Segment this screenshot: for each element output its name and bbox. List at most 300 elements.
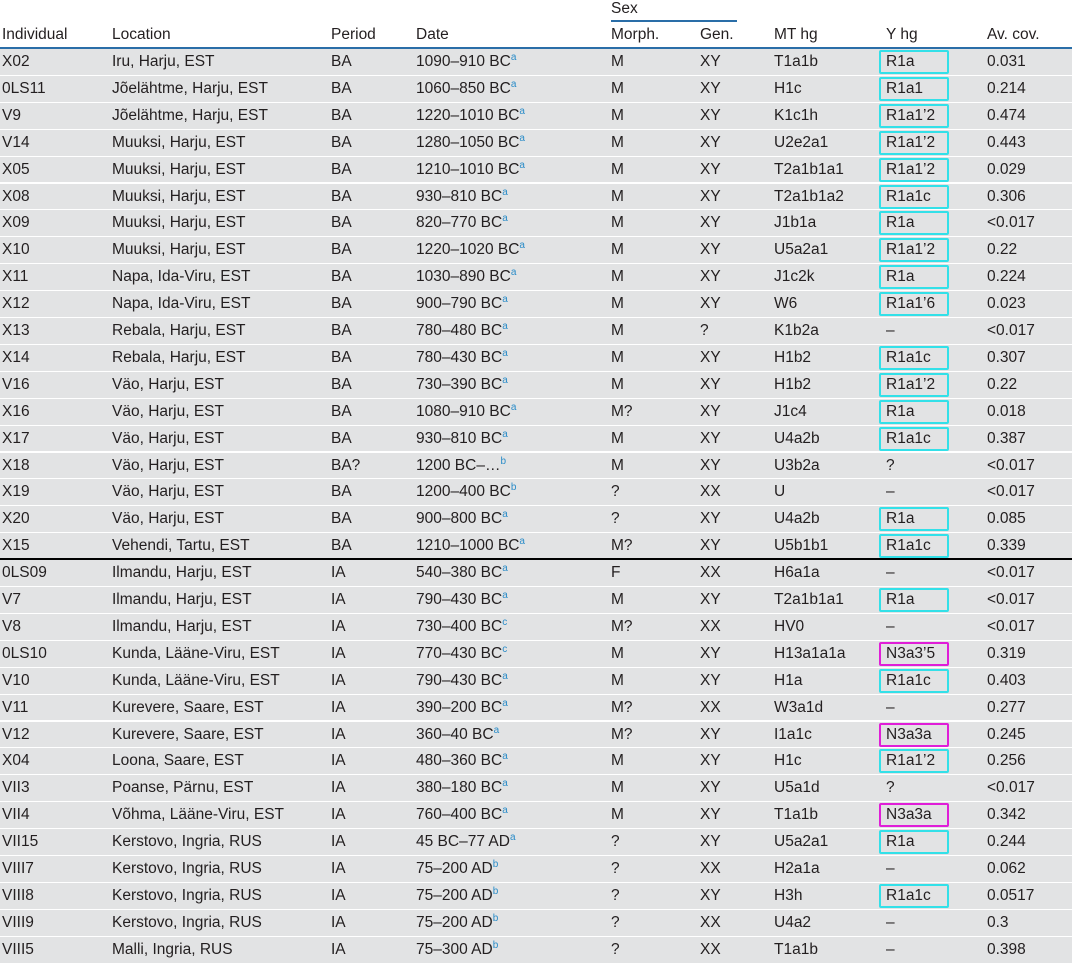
cell-mt-hg: W6 bbox=[774, 295, 798, 313]
cell-date-text: 1280–1050 BC bbox=[416, 133, 520, 151]
cell-location: Vehendi, Tartu, EST bbox=[112, 537, 250, 555]
cell-location: Rebala, Harju, EST bbox=[112, 322, 246, 339]
cell-mt-hg: J1c2k bbox=[774, 268, 815, 286]
cell-morph: M bbox=[611, 214, 624, 232]
cell-date bbox=[416, 591, 508, 609]
cell-y-hg: R1a1’6 bbox=[886, 295, 936, 313]
cell-morph: M bbox=[611, 106, 624, 124]
cell-individual: V8 bbox=[2, 617, 21, 635]
cell-individual: 0LS10 bbox=[2, 644, 47, 662]
cell-date bbox=[416, 188, 508, 206]
cell-individual: 0LS11 bbox=[2, 79, 46, 97]
footnote-marker: a bbox=[502, 590, 508, 601]
cell-period: BA bbox=[331, 160, 352, 178]
header-y-hg: Y hg bbox=[886, 26, 918, 43]
cell-morph: M bbox=[611, 779, 624, 797]
cell-av-cov: 0.214 bbox=[987, 79, 1026, 97]
cell-date-text: 45 BC–77 AD bbox=[416, 833, 510, 851]
cell-gen: XY bbox=[700, 644, 721, 662]
footnote-marker: a bbox=[510, 52, 517, 63]
cell-av-cov: 0.398 bbox=[987, 940, 1026, 958]
table-row bbox=[0, 722, 1072, 748]
cell-av-cov: 0.3 bbox=[987, 913, 1009, 931]
cell-av-cov: 0.474 bbox=[987, 106, 1026, 124]
header-morph: Morph. bbox=[611, 26, 660, 43]
cell-location: Võhma, Lääne-Viru, EST bbox=[112, 806, 285, 824]
cell-av-cov: 0.22 bbox=[987, 241, 1018, 259]
cell-date-text: 820–770 BC bbox=[416, 214, 503, 232]
cell-y-hg: ? bbox=[886, 779, 895, 797]
cell-individual: X04 bbox=[2, 752, 30, 770]
table-row bbox=[0, 157, 1072, 183]
cell-mt-hg: U5a2a1 bbox=[774, 833, 829, 851]
cell-date bbox=[416, 349, 508, 367]
cell-period: BA bbox=[331, 348, 352, 366]
cell-period: BA bbox=[331, 268, 352, 286]
cell-location: Ilmandu, Harju, EST bbox=[112, 617, 252, 635]
header-row bbox=[0, 26, 1072, 46]
cell-individual: 0LS09 bbox=[2, 564, 47, 582]
cell-gen: XY bbox=[700, 752, 721, 770]
cell-date bbox=[416, 510, 508, 528]
cell-morph: M? bbox=[611, 698, 633, 716]
cell-individual: X16 bbox=[2, 402, 30, 420]
cell-individual: V11 bbox=[2, 698, 29, 716]
cell-date bbox=[416, 726, 499, 744]
table-row bbox=[0, 76, 1072, 102]
cell-morph: M bbox=[611, 322, 624, 339]
cell-y-hg: R1a1c bbox=[886, 537, 931, 555]
cell-av-cov: <0.017 bbox=[987, 779, 1035, 797]
cell-morph: ? bbox=[611, 913, 620, 931]
cell-date bbox=[416, 887, 498, 905]
table-row bbox=[0, 453, 1072, 479]
cell-mt-hg: H1c bbox=[774, 752, 802, 770]
cell-date-text: 730–400 BC bbox=[416, 617, 503, 635]
header-mt-hg: MT hg bbox=[774, 26, 818, 43]
cell-date-text: 1090–910 BC bbox=[416, 53, 511, 70]
cell-mt-hg: U4a2b bbox=[774, 429, 820, 447]
footnote-marker: a bbox=[519, 536, 525, 548]
cell-morph: M bbox=[611, 79, 624, 97]
table-row bbox=[0, 184, 1072, 210]
footnote-marker: a bbox=[509, 832, 516, 844]
cell-gen: XY bbox=[700, 671, 721, 689]
cell-y-hg: R1a1c bbox=[886, 429, 931, 447]
cell-av-cov: 0.443 bbox=[987, 133, 1026, 151]
cell-location: Ilmandu, Harju, EST bbox=[112, 591, 252, 608]
cell-y-hg: N3a3a bbox=[886, 806, 932, 824]
cell-mt-hg: U5a1d bbox=[774, 779, 820, 797]
cell-individual: V16 bbox=[2, 375, 30, 393]
footnote-marker: a bbox=[493, 724, 500, 736]
cell-location: Muuksi, Harju, EST bbox=[112, 214, 246, 232]
cell-date-text: 1210–1000 BC bbox=[416, 537, 520, 555]
footnote-marker: b bbox=[492, 939, 499, 951]
cell-individual: X17 bbox=[2, 429, 30, 447]
cell-location: Kerstovo, Ingria, RUS bbox=[112, 833, 262, 851]
table-row bbox=[0, 614, 1072, 640]
cell-individual: V12 bbox=[2, 725, 30, 743]
cell-mt-hg: U5b1b1 bbox=[774, 537, 829, 555]
table-row bbox=[0, 399, 1072, 425]
cell-individual: X19 bbox=[2, 483, 30, 501]
cell-mt-hg: H1b2 bbox=[774, 348, 812, 366]
header-sex-group: Sex bbox=[611, 0, 638, 17]
header-gen: Gen. bbox=[700, 26, 734, 43]
cell-date-text: 790–430 BC bbox=[416, 591, 503, 608]
cell-y-hg: R1a bbox=[886, 268, 915, 286]
cell-location: Kurevere, Saare, EST bbox=[112, 725, 264, 743]
cell-date bbox=[416, 645, 507, 663]
table-row bbox=[0, 748, 1072, 774]
cell-period: IA bbox=[331, 913, 346, 931]
cell-individual: VII3 bbox=[2, 779, 30, 797]
table-row bbox=[0, 802, 1072, 828]
footnote-marker: a bbox=[502, 428, 508, 440]
table-row bbox=[0, 372, 1072, 398]
cell-gen: XY bbox=[700, 456, 721, 474]
cell-date-text: 1210–1010 BC bbox=[416, 160, 520, 178]
cell-date bbox=[416, 860, 498, 878]
cell-date bbox=[416, 53, 516, 71]
cell-mt-hg: U2e2a1 bbox=[774, 133, 829, 151]
cell-location: Napa, Ida-Viru, EST bbox=[112, 268, 251, 286]
cell-av-cov: <0.017 bbox=[987, 617, 1035, 635]
table-row bbox=[0, 103, 1072, 129]
cell-mt-hg: T1a1b bbox=[774, 806, 818, 824]
table-row bbox=[0, 210, 1072, 236]
table-row bbox=[0, 291, 1072, 317]
cell-y-hg: R1a1c bbox=[886, 671, 931, 689]
cell-av-cov: 0.256 bbox=[987, 752, 1026, 770]
cell-mt-hg: K1b2a bbox=[774, 322, 819, 339]
cell-morph: M bbox=[611, 644, 624, 662]
cell-date bbox=[416, 833, 516, 851]
header-date: Date bbox=[416, 26, 449, 43]
table-row bbox=[0, 587, 1072, 613]
cell-period: BA bbox=[331, 429, 352, 447]
cell-date bbox=[416, 564, 508, 582]
cell-mt-hg: H6a1a bbox=[774, 564, 820, 582]
cell-individual: VIII8 bbox=[2, 886, 34, 904]
cell-mt-hg: U4a2b bbox=[774, 510, 820, 528]
footnote-marker: a bbox=[519, 132, 525, 144]
cell-av-cov: 0.339 bbox=[987, 537, 1026, 555]
cell-date bbox=[416, 699, 508, 717]
cell-individual: V7 bbox=[2, 591, 21, 608]
cell-y-hg: R1a1’2 bbox=[886, 160, 936, 178]
cell-morph: M bbox=[611, 375, 624, 393]
cell-period: IA bbox=[331, 779, 346, 797]
cell-y-hg: – bbox=[886, 860, 895, 877]
header-sex-rule bbox=[611, 20, 737, 22]
cell-period: BA bbox=[331, 187, 352, 205]
cell-gen: XY bbox=[700, 268, 721, 286]
footnote-marker: b bbox=[492, 859, 499, 870]
cell-y-hg: R1a1’2 bbox=[886, 752, 936, 770]
cell-gen: XY bbox=[700, 375, 721, 393]
footnote-marker: a bbox=[502, 670, 508, 682]
cell-av-cov: 0.342 bbox=[987, 806, 1026, 824]
cell-gen: XX bbox=[700, 913, 721, 931]
cell-period: BA bbox=[331, 133, 352, 151]
cell-date-text: 1080–910 BC bbox=[416, 402, 511, 420]
cell-date-text: 1220–1020 BC bbox=[416, 241, 520, 259]
cell-gen: XY bbox=[700, 806, 721, 824]
cell-location: Kerstovo, Ingria, RUS bbox=[112, 860, 262, 877]
cell-period: BA bbox=[331, 214, 352, 232]
cell-date-text: 930–810 BC bbox=[416, 429, 503, 447]
cell-y-hg: R1a1 bbox=[886, 79, 924, 97]
cell-mt-hg: H13a1a1a bbox=[774, 644, 846, 662]
cell-date-text: 1200–400 BC bbox=[416, 483, 511, 501]
footnote-marker: a bbox=[502, 697, 508, 709]
footnote-marker: c bbox=[502, 643, 508, 655]
table-row bbox=[0, 533, 1072, 559]
cell-y-hg: R1a bbox=[886, 402, 915, 420]
cell-mt-hg: T1a1b bbox=[774, 940, 818, 958]
cell-date-text: 900–790 BC bbox=[416, 295, 503, 313]
cell-individual: X11 bbox=[2, 268, 29, 286]
footnote-marker: a bbox=[502, 509, 508, 521]
cell-av-cov: <0.017 bbox=[987, 214, 1035, 232]
cell-mt-hg: U4a2 bbox=[774, 913, 812, 931]
cell-date-text: 1060–850 BC bbox=[416, 79, 511, 97]
cell-av-cov: <0.017 bbox=[987, 483, 1035, 501]
table-row bbox=[0, 910, 1072, 936]
cell-period: BA bbox=[331, 510, 352, 528]
cell-location: Jõelähtme, Harju, EST bbox=[112, 79, 268, 97]
cell-mt-hg: H3h bbox=[774, 886, 803, 904]
footnote-marker: c bbox=[502, 616, 508, 628]
cell-y-hg: N3a3’5 bbox=[886, 644, 936, 662]
cell-gen: XY bbox=[700, 510, 721, 528]
cell-location: Kerstovo, Ingria, RUS bbox=[112, 886, 262, 904]
cell-date bbox=[416, 914, 498, 932]
cell-location: Kunda, Lääne-Viru, EST bbox=[112, 671, 280, 689]
footnote-marker: a bbox=[502, 347, 508, 359]
cell-period: IA bbox=[331, 833, 346, 851]
table-row bbox=[0, 883, 1072, 909]
cell-period: IA bbox=[331, 806, 346, 824]
cell-date bbox=[416, 268, 516, 286]
cell-morph: M bbox=[611, 268, 624, 286]
cell-gen: XX bbox=[700, 564, 721, 582]
cell-y-hg: – bbox=[886, 483, 895, 501]
cell-av-cov: 0.244 bbox=[987, 833, 1026, 851]
cell-y-hg: – bbox=[886, 698, 895, 716]
cell-date bbox=[416, 537, 525, 555]
cell-period: BA bbox=[331, 241, 352, 259]
cell-date bbox=[416, 941, 498, 959]
cell-date-text: 480–360 BC bbox=[416, 752, 503, 770]
cell-period: BA? bbox=[331, 456, 361, 474]
cell-av-cov: 0.031 bbox=[987, 53, 1026, 70]
cell-morph: M bbox=[611, 806, 624, 824]
cell-y-hg: R1a1’2 bbox=[886, 241, 936, 259]
footnote-marker: b bbox=[500, 455, 507, 467]
cell-date bbox=[416, 806, 508, 824]
cell-date-text: 780–430 BC bbox=[416, 348, 503, 366]
cell-individual: VIII7 bbox=[2, 860, 34, 877]
period-divider bbox=[0, 558, 1072, 560]
cell-y-hg: R1a bbox=[886, 833, 915, 851]
cell-date bbox=[416, 618, 507, 636]
cell-mt-hg: J1b1a bbox=[774, 214, 817, 232]
cell-date-text: 75–200 AD bbox=[416, 913, 493, 931]
footnote-marker: a bbox=[502, 186, 508, 198]
cell-gen: XY bbox=[700, 79, 721, 97]
table-row bbox=[0, 345, 1072, 371]
footnote-marker: a bbox=[510, 78, 517, 90]
footnote-marker: a bbox=[502, 778, 508, 790]
cell-morph: M bbox=[611, 160, 624, 178]
table-row bbox=[0, 264, 1072, 290]
cell-individual: X15 bbox=[2, 537, 30, 555]
footnote-marker: b bbox=[492, 912, 499, 924]
table-row bbox=[0, 856, 1072, 882]
cell-morph: ? bbox=[611, 940, 620, 958]
table-row bbox=[0, 49, 1072, 75]
cell-gen: XY bbox=[700, 779, 721, 797]
cell-morph: M bbox=[611, 187, 624, 205]
cell-y-hg: R1a bbox=[886, 214, 915, 232]
cell-y-hg: – bbox=[886, 564, 895, 582]
cell-gen: XY bbox=[700, 886, 721, 904]
table-row bbox=[0, 560, 1072, 586]
cell-individual: VIII5 bbox=[2, 940, 34, 958]
cell-av-cov: 0.018 bbox=[987, 402, 1026, 420]
cell-y-hg: N3a3a bbox=[886, 725, 932, 743]
cell-y-hg: R1a bbox=[886, 53, 915, 70]
cell-morph: ? bbox=[611, 510, 620, 528]
cell-av-cov: 0.029 bbox=[987, 160, 1026, 178]
footnote-marker: b bbox=[510, 482, 517, 494]
cell-av-cov: 0.306 bbox=[987, 187, 1026, 205]
cell-y-hg: R1a1’2 bbox=[886, 375, 936, 393]
cell-av-cov: 0.319 bbox=[987, 644, 1026, 662]
cell-morph: M bbox=[611, 133, 624, 151]
table-row bbox=[0, 775, 1072, 801]
cell-gen: XY bbox=[700, 214, 721, 232]
cell-individual: X02 bbox=[2, 53, 30, 70]
cell-location: Kerstovo, Ingria, RUS bbox=[112, 913, 262, 931]
cell-y-hg: R1a1’2 bbox=[886, 133, 936, 151]
table-row bbox=[0, 318, 1072, 344]
cell-gen: XY bbox=[700, 402, 721, 420]
cell-y-hg: ? bbox=[886, 456, 895, 474]
header-location: Location bbox=[112, 26, 171, 43]
footnote-marker: a bbox=[502, 805, 508, 817]
cell-date bbox=[416, 295, 508, 313]
footnote-marker: a bbox=[502, 213, 508, 225]
cell-period: IA bbox=[331, 940, 346, 958]
cell-date bbox=[416, 779, 508, 797]
header-period: Period bbox=[331, 26, 376, 43]
cell-period: IA bbox=[331, 644, 346, 662]
cell-mt-hg: T1a1b bbox=[774, 53, 818, 70]
cell-gen: XY bbox=[700, 591, 721, 608]
cell-y-hg: – bbox=[886, 617, 895, 635]
footnote-marker: a bbox=[502, 563, 508, 575]
cell-period: IA bbox=[331, 617, 346, 635]
table-row bbox=[0, 695, 1072, 721]
cell-morph: ? bbox=[611, 483, 620, 501]
cell-period: BA bbox=[331, 375, 352, 393]
cell-y-hg: – bbox=[886, 322, 895, 339]
cell-location: Väo, Harju, EST bbox=[112, 375, 224, 393]
cell-gen: XY bbox=[700, 187, 721, 205]
cell-morph: M bbox=[611, 752, 624, 770]
cell-period: BA bbox=[331, 402, 352, 420]
cell-individual: X09 bbox=[2, 214, 30, 232]
cell-gen: XY bbox=[700, 241, 721, 259]
table-row bbox=[0, 829, 1072, 855]
footnote-marker: a bbox=[502, 751, 508, 763]
footnote-marker: a bbox=[502, 294, 508, 306]
cell-date bbox=[416, 134, 525, 152]
footnote-marker: a bbox=[519, 159, 525, 171]
cell-mt-hg: HV0 bbox=[774, 617, 805, 635]
cell-individual: X05 bbox=[2, 160, 30, 178]
cell-period: IA bbox=[331, 591, 346, 608]
cell-mt-hg: U3b2a bbox=[774, 456, 820, 474]
cell-date bbox=[416, 430, 508, 448]
cell-individual: X20 bbox=[2, 510, 30, 528]
footnote-marker: a bbox=[519, 105, 525, 117]
cell-location: Väo, Harju, EST bbox=[112, 402, 224, 420]
cell-period: BA bbox=[331, 53, 352, 70]
cell-period: IA bbox=[331, 564, 346, 582]
cell-mt-hg: H1a bbox=[774, 671, 803, 689]
cell-location: Muuksi, Harju, EST bbox=[112, 160, 246, 178]
cell-location: Napa, Ida-Viru, EST bbox=[112, 295, 251, 313]
cell-date bbox=[416, 161, 525, 179]
cell-date-text: 1200 BC–… bbox=[416, 456, 501, 474]
table-row bbox=[0, 506, 1072, 532]
cell-date-text: 930–810 BC bbox=[416, 187, 503, 205]
cell-period: BA bbox=[331, 79, 352, 97]
cell-individual: X18 bbox=[2, 456, 30, 474]
cell-av-cov: <0.017 bbox=[987, 456, 1035, 474]
cell-date-text: 75–200 AD bbox=[416, 860, 493, 877]
cell-gen: XY bbox=[700, 429, 721, 447]
table-row bbox=[0, 130, 1072, 156]
cell-mt-hg: H2a1a bbox=[774, 860, 820, 877]
cell-gen: XY bbox=[700, 295, 721, 313]
cell-date bbox=[416, 80, 516, 98]
cell-date-text: 1220–1010 BC bbox=[416, 106, 520, 124]
cell-location: Poanse, Pärnu, EST bbox=[112, 779, 254, 797]
cell-date-text: 770–430 BC bbox=[416, 644, 503, 662]
cell-period: BA bbox=[331, 537, 352, 555]
cell-location: Kunda, Lääne-Viru, EST bbox=[112, 644, 280, 662]
cell-morph: M bbox=[611, 456, 624, 474]
cell-period: BA bbox=[331, 106, 352, 124]
cell-morph: ? bbox=[611, 833, 620, 851]
cell-period: BA bbox=[331, 295, 352, 313]
cell-date-text: 1030–890 BC bbox=[416, 268, 511, 286]
cell-av-cov: <0.017 bbox=[987, 591, 1035, 608]
cell-date-text: 780–480 BC bbox=[416, 322, 503, 339]
cell-av-cov: <0.017 bbox=[987, 322, 1035, 339]
cell-mt-hg: H1b2 bbox=[774, 375, 812, 393]
cell-av-cov: 0.062 bbox=[987, 860, 1026, 877]
cell-date-text: 75–300 AD bbox=[416, 940, 493, 958]
cell-av-cov: 0.0517 bbox=[987, 886, 1035, 904]
cell-gen: ? bbox=[700, 322, 709, 339]
